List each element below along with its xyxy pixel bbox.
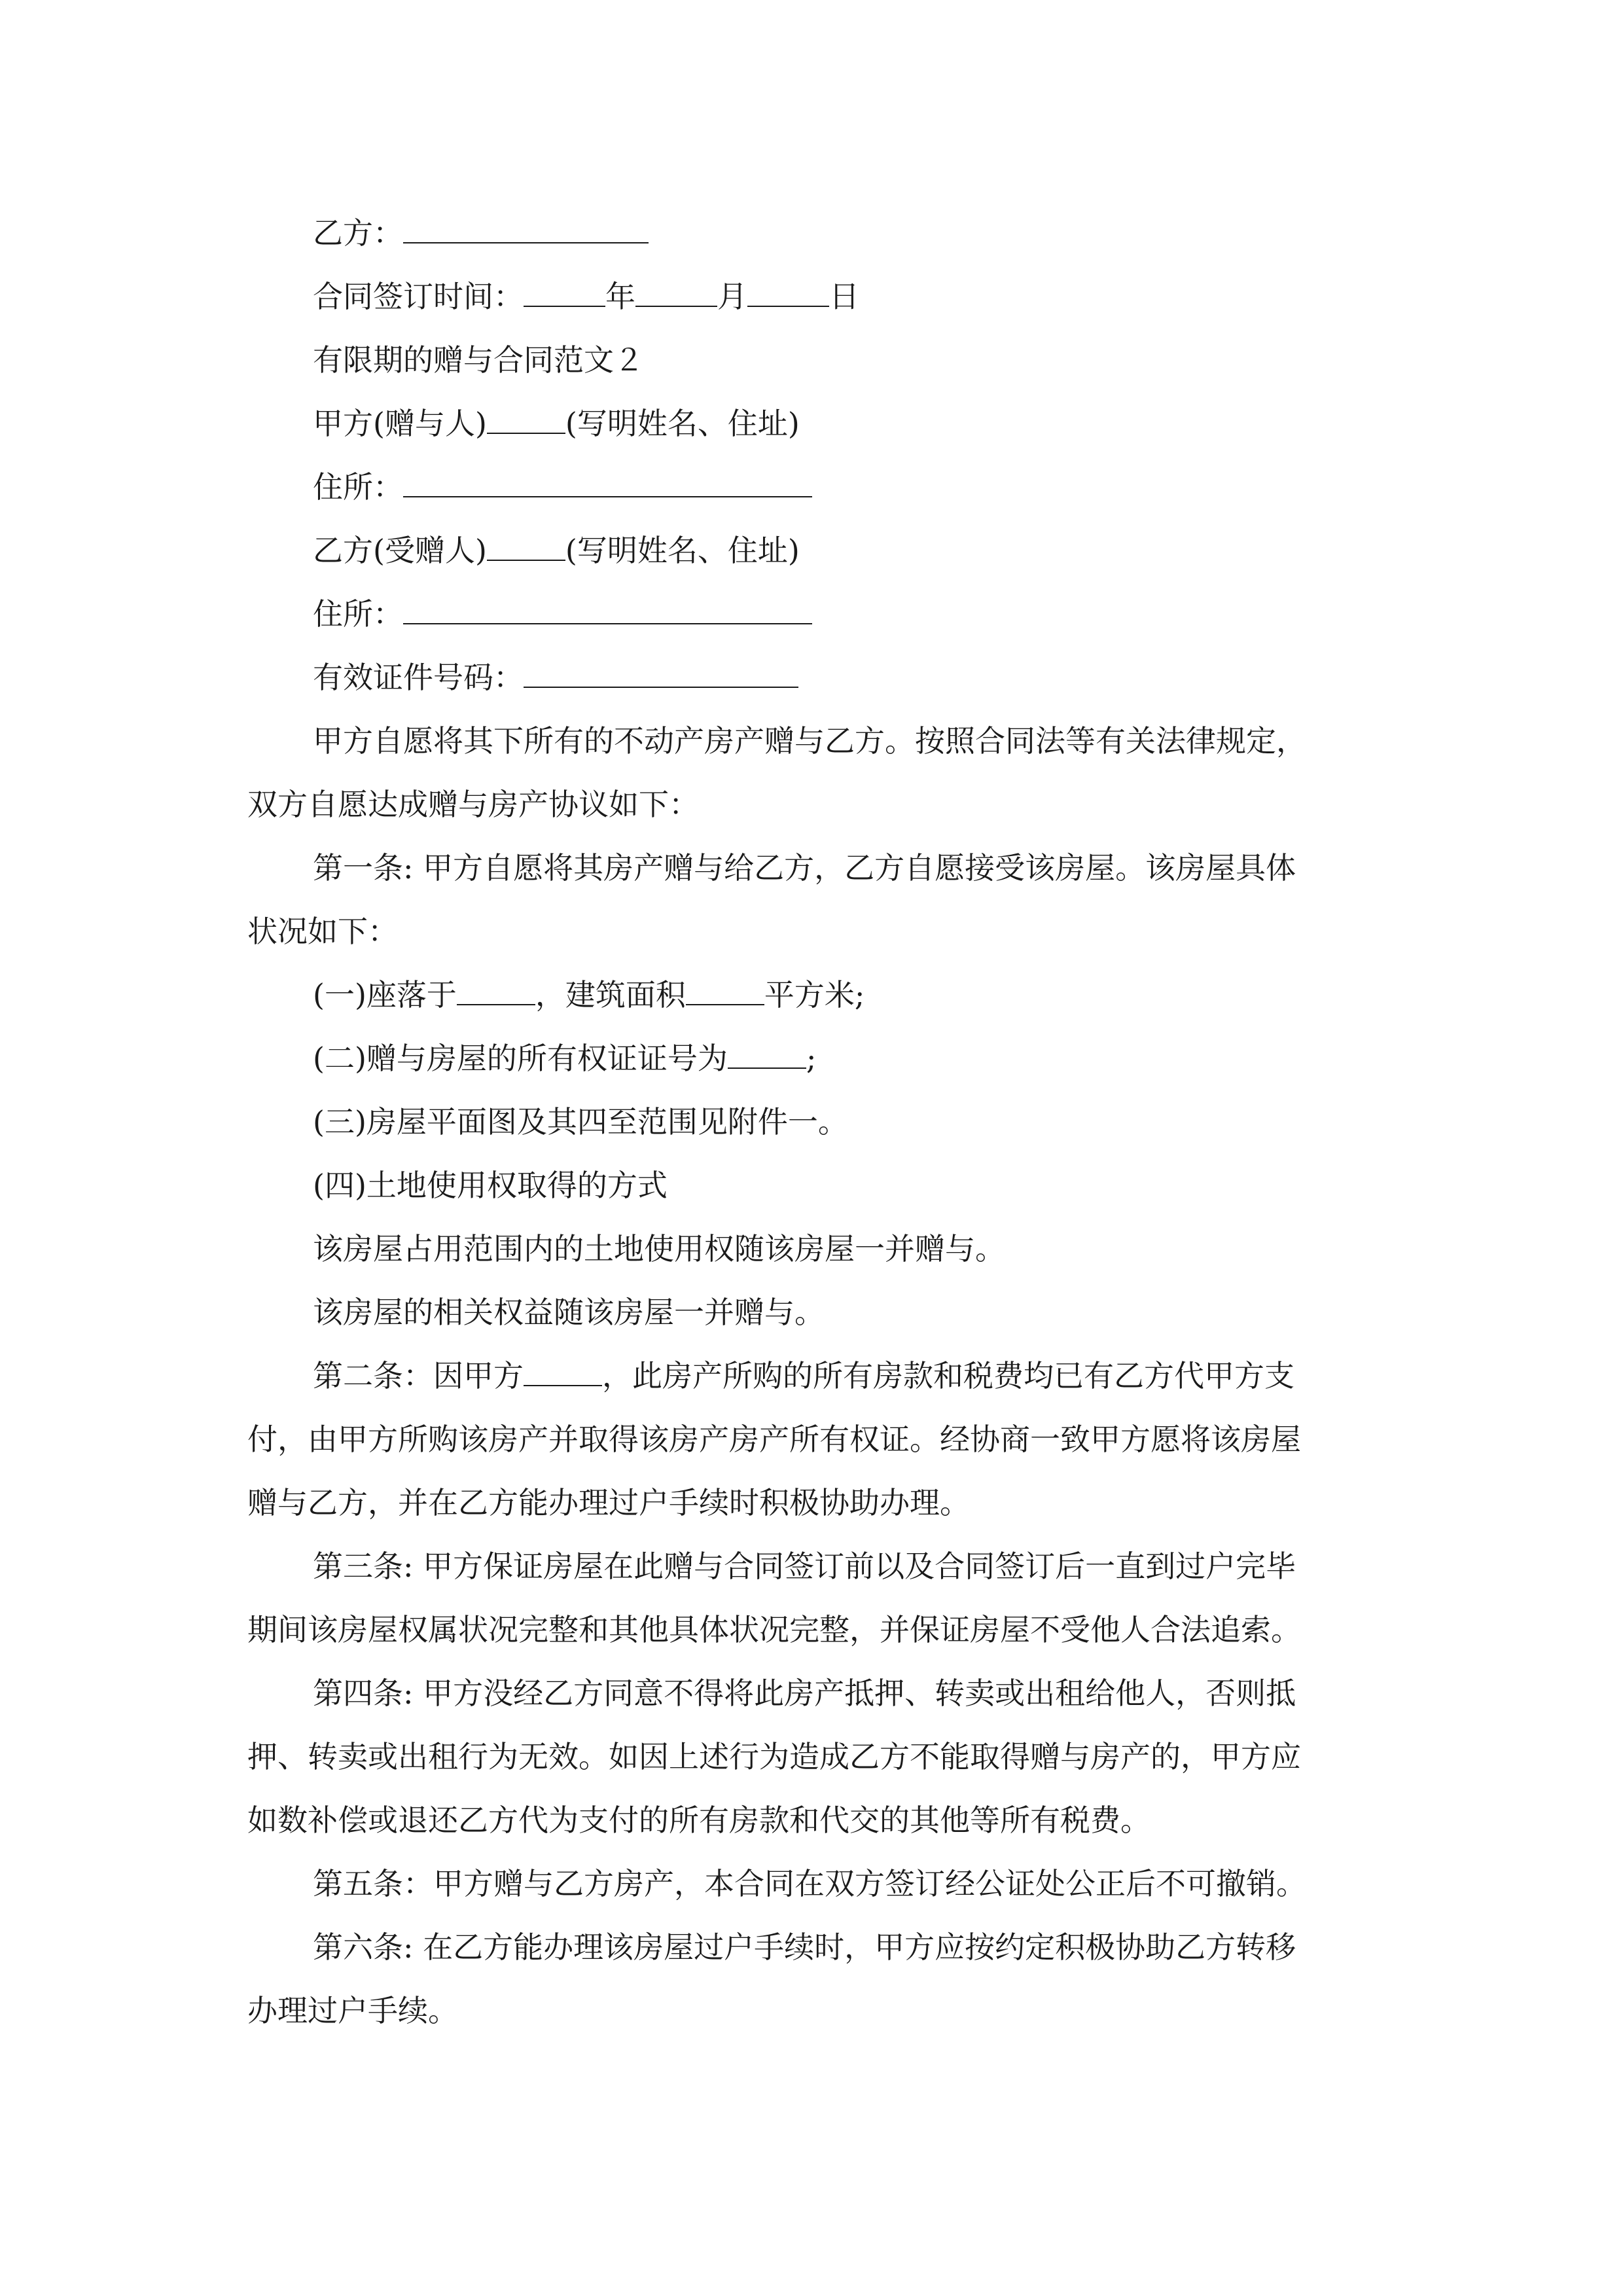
item-3-text: (三)房屋平面图及其四至范围见附件一。 [313, 1104, 848, 1139]
building-area-label: ，建筑面积 [535, 977, 686, 1013]
month-label: 月 [717, 279, 747, 314]
party-b-blank [403, 212, 649, 243]
item-2-certificate [247, 1027, 1399, 1090]
party-a-donor-line [247, 392, 1399, 456]
section-title [247, 329, 1399, 392]
article-6 [247, 1916, 1399, 2043]
intro-text-line-2: 双方自愿达成赠与房产协议如下： [247, 787, 699, 822]
item-3-floor-plan [247, 1090, 1399, 1154]
intro-paragraph [247, 709, 1399, 836]
article-6-line-2: 办理过户手续。 [247, 1993, 458, 2028]
party-b-line [247, 202, 1399, 265]
document-content [247, 202, 1399, 2043]
article-2-blank [524, 1355, 602, 1386]
land-use-right-text: 该房屋占用范围内的土地使用权随该房屋一并赠与。 [313, 1231, 1005, 1266]
intro-text-line-1: 甲方自愿将其下所有的不动产房产赠与乙方。按照合同法等有关法律规定， [313, 723, 1306, 759]
item-4-text: (四)土地使用权取得的方式 [313, 1168, 668, 1203]
article-5-text: 第五条：甲方赠与乙方房产，本合同在双方签订经公证处公正后不可撤销。 [313, 1866, 1306, 1901]
article-4-line-2: 押、转卖或出租行为无效。如因上述行为造成乙方不能取得赠与房产的，甲方应 [247, 1739, 1301, 1774]
article-4 [247, 1662, 1399, 1852]
article-2 [247, 1344, 1399, 1535]
location-blank [457, 974, 535, 1005]
article-2-line-3: 赠与乙方，并在乙方能办理过户手续时积极协助办理。 [247, 1485, 970, 1520]
certificate-number-blank [728, 1037, 806, 1069]
residence-label: 住所： [313, 596, 403, 632]
month-blank [635, 276, 717, 307]
item-2-end: ; [806, 1041, 817, 1076]
day-label: 日 [829, 279, 859, 314]
article-3-line-1: 第三条: 甲方保证房屋在此赠与合同签订前以及合同签订后一直到过户完毕 [313, 1549, 1296, 1584]
residence-blank [403, 593, 812, 624]
article-1 [247, 836, 1399, 963]
write-name-address-note: (写明姓名、住址) [565, 533, 800, 568]
party-b-donee-line [247, 519, 1399, 583]
land-use-right-line [247, 1217, 1399, 1281]
party-b-label: 乙方： [313, 215, 403, 251]
party-b-name-blank [487, 529, 565, 561]
residence-line-a [247, 456, 1399, 519]
residence-line-b [247, 583, 1399, 646]
year-label: 年 [605, 279, 635, 314]
article-3-line-2: 期间该房屋权属状况完整和其他具体状况完整，并保证房屋不受他人合法追索。 [247, 1612, 1301, 1647]
day-blank [747, 276, 829, 307]
residence-label: 住所： [313, 469, 403, 505]
article-4-line-3: 如数补偿或退还乙方代为支付的所有房款和代交的其他等所有税费。 [247, 1803, 1150, 1838]
area-blank [686, 974, 764, 1005]
section-title-text: 有限期的赠与合同范文２ [313, 342, 644, 378]
id-number-line [247, 646, 1399, 709]
residence-blank [403, 466, 812, 497]
write-name-address-note: (写明姓名、住址) [565, 406, 800, 441]
article-3 [247, 1535, 1399, 1662]
article-2-line-1: ，此房产所购的所有房款和税费均已有乙方代甲方支 [602, 1358, 1294, 1393]
certificate-number-label: (二)赠与房屋的所有权证证号为 [313, 1041, 728, 1076]
related-rights-text: 该房屋的相关权益随该房屋一并赠与。 [313, 1295, 825, 1330]
related-rights-line [247, 1281, 1399, 1344]
sign-time-line [247, 265, 1399, 329]
id-number-blank [524, 656, 798, 688]
item-4-land-use [247, 1154, 1399, 1217]
item-1-location-label: (一)座落于 [313, 977, 457, 1013]
sign-time-label: 合同签订时间： [313, 279, 524, 314]
id-number-label: 有效证件号码： [313, 660, 524, 695]
article-2-label: 第二条：因甲方 [313, 1358, 524, 1393]
article-6-line-1: 第六条: 在乙方能办理该房屋过户手续时，甲方应按约定积极协助乙方转移 [313, 1929, 1296, 1965]
item-1-location [247, 963, 1399, 1027]
article-4-line-1: 第四条: 甲方没经乙方同意不得将此房产抵押、转卖或出租给他人，否则抵 [313, 1676, 1296, 1711]
square-meter-label: 平方米; [764, 977, 865, 1013]
article-1-line-2: 状况如下： [247, 914, 398, 949]
party-a-donor-label: 甲方(赠与人) [313, 406, 487, 441]
year-blank [524, 276, 605, 307]
article-1-line-1: 第一条: 甲方自愿将其房产赠与给乙方，乙方自愿接受该房屋。该房屋具体 [313, 850, 1296, 886]
party-b-donee-label: 乙方(受赠人) [313, 533, 487, 568]
article-5 [247, 1852, 1399, 1916]
party-a-name-blank [487, 403, 565, 434]
article-2-line-2: 付，由甲方所购该房产并取得该房产房产所有权证。经协商一致甲方愿将该房屋 [247, 1422, 1301, 1457]
